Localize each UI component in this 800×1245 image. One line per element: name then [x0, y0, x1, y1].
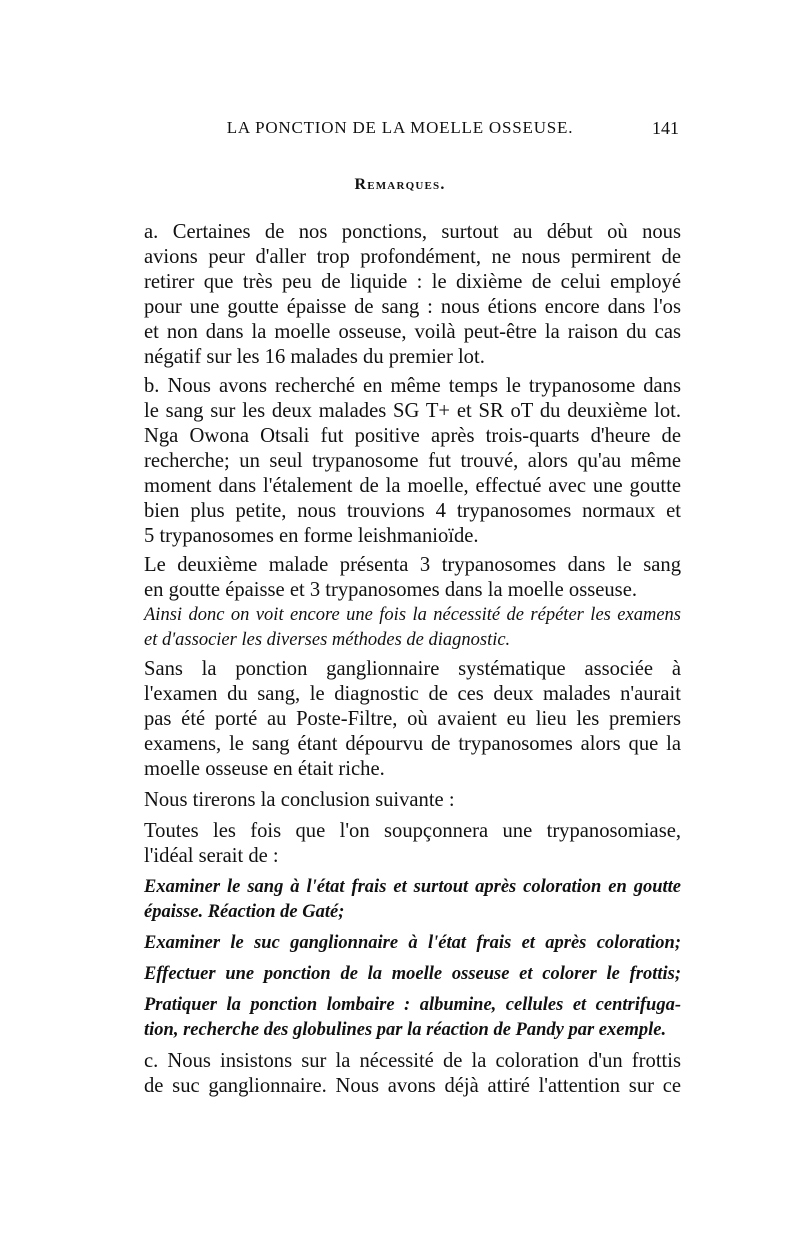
text-line: Nga Owona Otsali fut positive après trois-quarts d'heure de [144, 425, 681, 447]
text-line: Effectuer une ponction de la moelle osseuse et colorer le frottis; [144, 964, 681, 984]
text-line: en goutte épaisse et 3 trypanosomes dans la moelle osseuse. [144, 579, 637, 601]
page-number: 141 [652, 118, 679, 138]
paragraph-b2 [144, 553, 681, 603]
text-line: avions peur d'aller trop profondément, ne nous permirent de [144, 246, 681, 268]
text-line: l'idéal serait de : [144, 845, 279, 867]
paragraph-a [144, 220, 681, 370]
section-title [0, 176, 800, 194]
text-line: bien plus petite, nous trouvions 4 trypanosomes normaux et [144, 500, 681, 522]
list-item-2 [144, 931, 681, 956]
text-line: moment dans l'étalement de la moelle, effectué avec une goutte [144, 475, 681, 497]
paragraph-conclusion-intro [144, 788, 681, 813]
text-line: Sans la ponction ganglionnaire systématique associée à [144, 658, 681, 680]
text-line: de suc ganglionnaire. Nous avons déjà attiré l'attention sur ce [144, 1075, 681, 1097]
text-line: a. Certaines de nos ponctions, surtout au début où nous [144, 221, 681, 243]
body-text [144, 220, 681, 1099]
running-title: LA PONCTION DE LA MOELLE OSSEUSE. [226, 118, 574, 137]
paragraph-italic-note [144, 603, 681, 653]
text-line: b. Nous avons recherché en même temps le trypanosome dans [144, 375, 681, 397]
text-line: tion, recherche des globulines par la réaction de Pandy par exemple. [144, 1020, 667, 1040]
text-line: Nous tirerons la conclusion suivante : [144, 789, 455, 811]
list-item-4 [144, 993, 681, 1043]
text-line: Examiner le suc ganglionnaire à l'état frais et après coloration; [144, 933, 681, 953]
text-line: et d'associer les diverses méthodes de diagnostic. [144, 630, 511, 650]
text-line: Pratiquer la ponction lombaire : albumine, cellules et centrifuga- [144, 995, 681, 1015]
list-item-1 [144, 875, 681, 925]
text-line: 5 trypanosomes en forme leishmanioïde. [144, 525, 479, 547]
text-line: Le deuxième malade présenta 3 trypanosomes dans le sang [144, 554, 681, 576]
text-line: négatif sur les 16 malades du premier lot. [144, 346, 485, 368]
text-line: Toutes les fois que l'on soupçonnera une trypanosomiase, [144, 820, 681, 842]
section-title-text: Remarques. [354, 176, 446, 193]
text-line: recherche; un seul trypanosome fut trouvé, alors qu'au même [144, 450, 681, 472]
paragraph-c [144, 1049, 681, 1099]
running-head [0, 118, 800, 142]
text-line: l'examen du sang, le diagnostic de ces deux malades n'aurait [144, 683, 681, 705]
paragraph-conclusion [144, 819, 681, 869]
text-line: moelle osseuse en était riche. [144, 758, 385, 780]
list-item-3 [144, 962, 681, 987]
text-line: épaisse. Réaction de Gaté; [144, 902, 345, 922]
text-line: et non dans la moelle osseuse, voilà peut-être la raison du cas [144, 321, 681, 343]
text-line: le sang sur les deux malades SG T+ et SR oT du deuxième lot. [144, 400, 681, 422]
text-line: retirer que très peu de liquide : le dixième de celui employé [144, 271, 681, 293]
text-line: c. Nous insistons sur la nécessité de la coloration d'un frottis [144, 1050, 681, 1072]
text-line: pour une goutte épaisse de sang : nous étions encore dans l'os [144, 296, 681, 318]
paragraph-b [144, 374, 681, 549]
paragraph-b4 [144, 657, 681, 782]
text-line: pas été porté au Poste-Filtre, où avaient eu lieu les premiers [144, 708, 681, 730]
text-line: examens, le sang étant dépourvu de trypanosomes alors que la [144, 733, 681, 755]
text-line: Examiner le sang à l'état frais et surtout après coloration en goutte [144, 877, 681, 897]
text-line: Ainsi donc on voit encore une fois la nécessité de répéter les examens [144, 605, 681, 625]
